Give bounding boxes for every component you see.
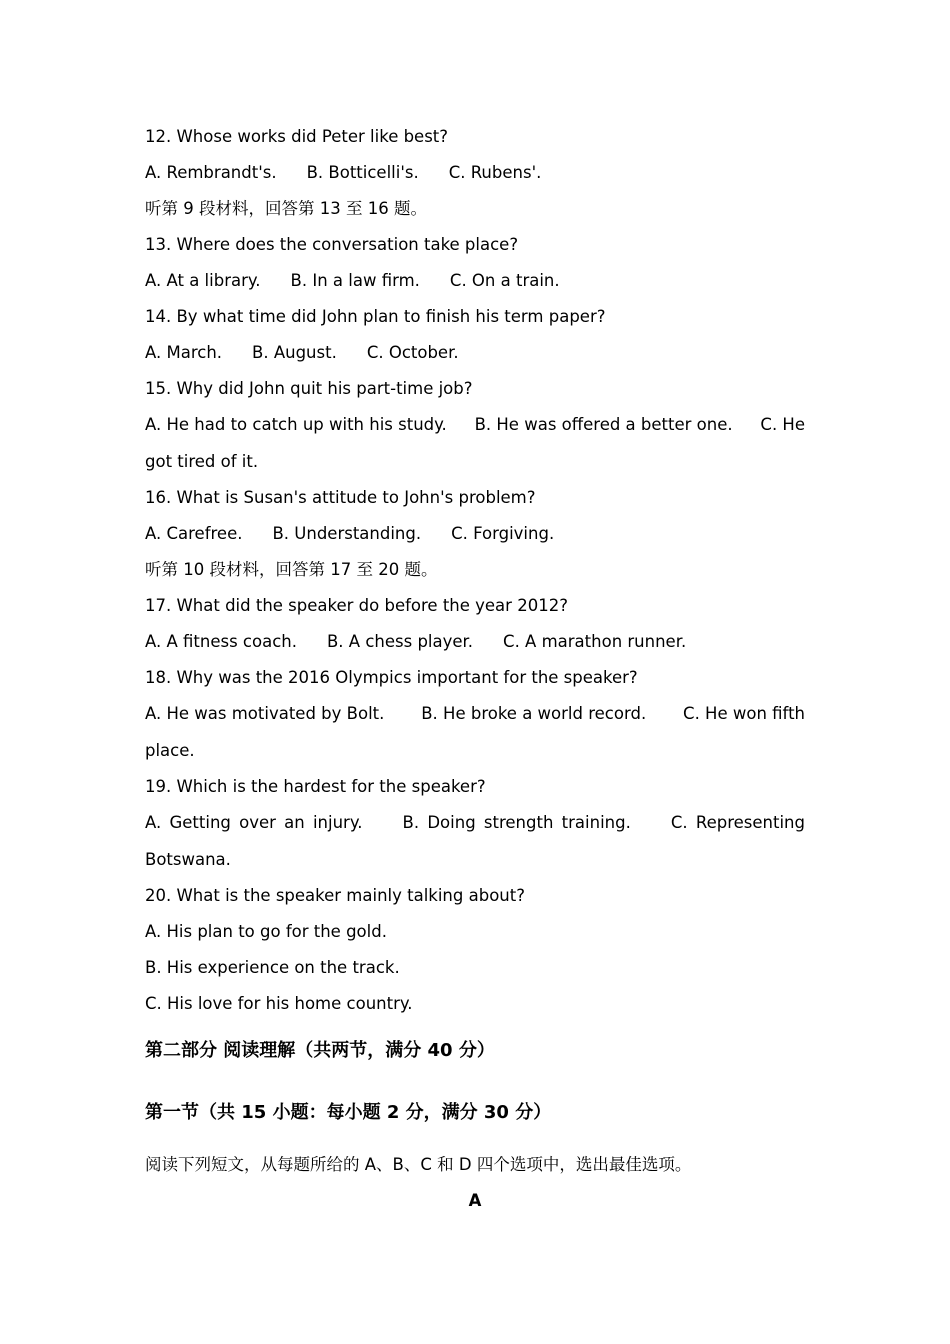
question-14: 14. By what time did John plan to finish his term paper? xyxy=(145,307,606,326)
question-12: 12. Whose works did Peter like best? xyxy=(145,127,449,146)
option-b: B. He was offered a better one. xyxy=(474,415,733,434)
option-c: C. He won fifth xyxy=(683,704,805,723)
question-19: 19. Which is the hardest for the speaker? xyxy=(145,777,486,796)
question-20: 20. What is the speaker mainly talking about? xyxy=(145,886,525,905)
option-c: C. Forgiving. xyxy=(451,524,555,543)
part-2-heading: 第二部分 阅读理解（共两节，满分 40 分） xyxy=(145,1040,495,1061)
question-15: 15. Why did John quit his part-time job? xyxy=(145,379,473,398)
option-c: C. On a train. xyxy=(449,271,560,290)
question-19-options xyxy=(145,812,805,834)
option-a: A. Getting over an injury. xyxy=(145,813,363,832)
option-b: B. Understanding. xyxy=(272,524,422,543)
option-a: A. Carefree. xyxy=(145,524,243,543)
question-15-option-c-continued: got tired of it. xyxy=(145,452,259,471)
option-a: A. He had to catch up with his study. xyxy=(145,415,447,434)
option-c: C. Representing xyxy=(670,813,805,832)
question-17-options xyxy=(145,631,686,653)
question-20-option-b: B. His experience on the track. xyxy=(145,958,400,977)
section-1-heading: 第一节（共 15 小题：每小题 2 分，满分 30 分） xyxy=(145,1102,552,1123)
section-10-heading: 听第 10 段材料，回答第 17 至 20 题。 xyxy=(145,560,438,579)
option-a: A. March. xyxy=(145,343,223,362)
question-13-options xyxy=(145,270,560,292)
question-16: 16. What is Susan's attitude to John's problem? xyxy=(145,488,536,507)
question-20-option-c: C. His love for his home country. xyxy=(145,994,413,1013)
option-c: C. He xyxy=(760,415,805,434)
option-a: A. A fitness coach. xyxy=(145,632,297,651)
question-15-options xyxy=(145,414,805,436)
section-9-heading: 听第 9 段材料，回答第 13 至 16 题。 xyxy=(145,199,427,218)
passage-label: A xyxy=(468,1191,482,1210)
question-18: 18. Why was the 2016 Olympics important for the speaker? xyxy=(145,668,638,687)
question-13: 13. Where does the conversation take place? xyxy=(145,235,519,254)
option-a: A. Rembrandt's. xyxy=(145,163,277,182)
option-a: A. He was motivated by Bolt. xyxy=(145,704,385,723)
option-a: A. At a library. xyxy=(145,271,261,290)
question-12-options xyxy=(145,162,541,184)
reading-instruction: 阅读下列短文，从每题所给的 A、B、C 和 D 四个选项中，选出最佳选项。 xyxy=(145,1155,692,1174)
question-14-options xyxy=(145,342,459,364)
option-c: C. October. xyxy=(366,343,459,362)
question-20-option-a: A. His plan to go for the gold. xyxy=(145,922,387,941)
option-c: C. A marathon runner. xyxy=(503,632,687,651)
option-b: B. He broke a world record. xyxy=(421,704,647,723)
question-19-option-c-continued: Botswana. xyxy=(145,850,231,869)
question-16-options xyxy=(145,523,554,545)
option-b: B. August. xyxy=(252,343,337,362)
option-b: B. Botticelli's. xyxy=(306,163,419,182)
question-17: 17. What did the speaker do before the year 2012? xyxy=(145,596,568,615)
option-b: B. A chess player. xyxy=(326,632,474,651)
question-18-options xyxy=(145,703,805,725)
option-b: B. Doing strength training. xyxy=(402,813,631,832)
option-c: C. Rubens'. xyxy=(448,163,542,182)
option-b: B. In a law firm. xyxy=(290,271,420,290)
question-18-option-c-continued: place. xyxy=(145,741,195,760)
